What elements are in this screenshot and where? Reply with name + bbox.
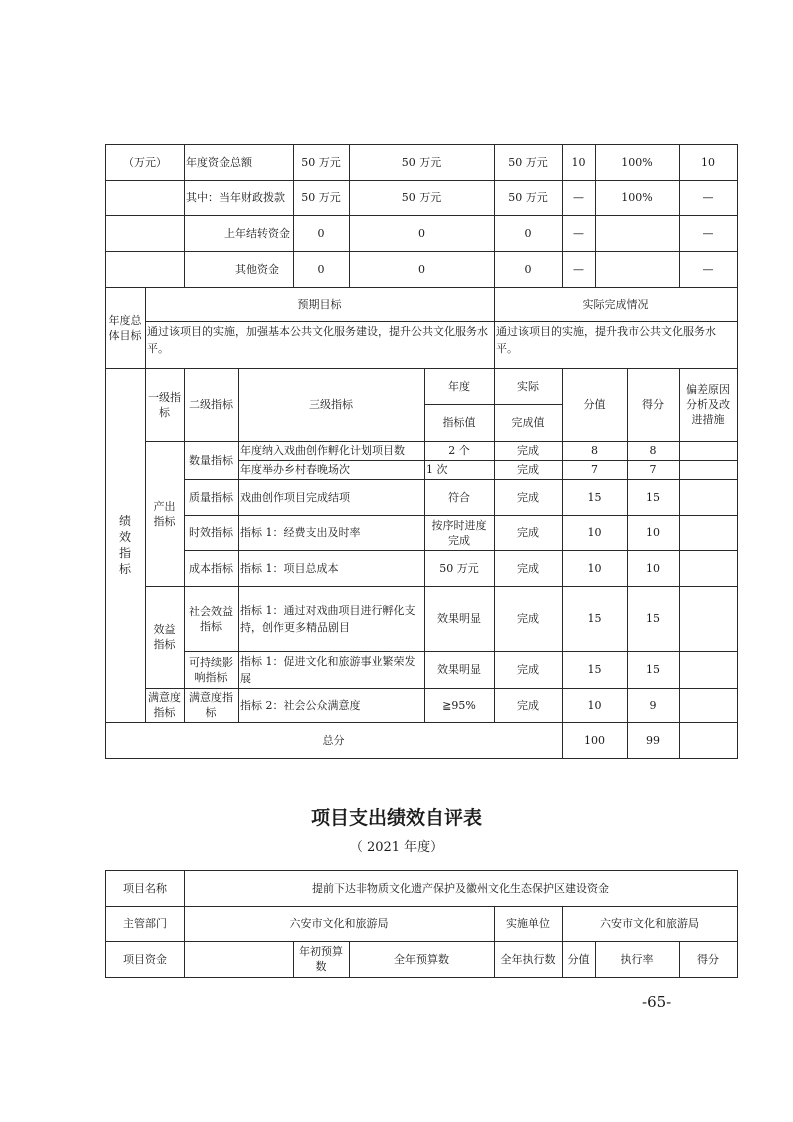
total-label: 总分 xyxy=(322,733,345,747)
funds-initial: 0 xyxy=(317,226,325,240)
indicator-target: 50 万元 xyxy=(439,561,479,575)
header-annual: 年度 xyxy=(448,379,470,393)
funds-row-label: 上年结转资金 xyxy=(224,226,290,240)
header-level2: 二级指标 xyxy=(189,398,233,411)
indicator-target: 按序时进度完成 xyxy=(431,518,487,547)
indicator-name: 戏曲创作项目完成结项 xyxy=(240,490,350,504)
col-budget: 全年预算数 xyxy=(394,952,449,966)
funds-score-value: — xyxy=(573,226,584,240)
funds-initial: 0 xyxy=(317,262,325,276)
col-score: 得分 xyxy=(697,952,719,966)
level2-quantity: 数量指标 xyxy=(189,453,233,467)
funds-budget: 50 万元 xyxy=(401,155,442,169)
expected-goal-text: 通过该项目的实施，加强基本公共文化服务建设，提升公共文化服务水平。 xyxy=(147,325,488,355)
funds-executed: 0 xyxy=(524,226,532,240)
page-subtitle: （ 2021 年度） xyxy=(349,840,444,855)
indicator-target: 1 次 xyxy=(426,463,448,476)
indicator-score: 7 xyxy=(649,463,657,476)
indicator-actual: 完成 xyxy=(517,663,539,676)
header-annual-sub: 指标值 xyxy=(442,416,476,429)
indicator-value: 8 xyxy=(591,444,598,457)
indicator-value: 10 xyxy=(587,526,602,539)
indicator-actual: 完成 xyxy=(517,463,539,476)
indicator-score: 15 xyxy=(646,490,660,504)
indicator-score: 15 xyxy=(646,663,660,676)
total-value: 100 xyxy=(584,733,605,747)
page-title: 项目支出绩效自评表 xyxy=(310,807,482,829)
actual-goal-text: 通过该项目的实施，提升我市公共文化服务水平。 xyxy=(496,325,716,355)
funds-row-label: 年度资金总额 xyxy=(186,155,252,169)
funds-rate: 100% xyxy=(621,155,653,169)
page-number: -65- xyxy=(642,993,672,1011)
indicator-name: 指标 2：社会公众满意度 xyxy=(240,698,361,712)
expected-goal-header: 预期目标 xyxy=(297,297,342,311)
funds-rate: 100% xyxy=(621,191,653,204)
funds-budget: 50 万元 xyxy=(401,191,442,204)
total-score: 99 xyxy=(646,733,660,747)
actual-goal-header: 实际完成情况 xyxy=(582,297,649,311)
col-score-value: 分值 xyxy=(567,952,590,966)
level2-timeliness: 时效指标 xyxy=(189,526,233,539)
funds-score-value: — xyxy=(573,262,584,276)
funds-score: 10 xyxy=(701,155,715,169)
indicator-score: 10 xyxy=(646,526,660,539)
indicator-actual: 完成 xyxy=(517,561,539,575)
indicator-value: 7 xyxy=(591,463,598,476)
indicators-section-label: 绩效指标 xyxy=(118,514,131,576)
indicator-name: 指标 1：项目总成本 xyxy=(240,561,339,575)
impl-label: 实施单位 xyxy=(506,917,550,930)
header-actual-sub: 完成值 xyxy=(511,416,545,429)
impl-value: 六安市文化和旅游局 xyxy=(600,917,699,930)
funds-budget: 0 xyxy=(418,262,425,276)
indicator-value: 10 xyxy=(587,561,602,575)
indicator-actual: 完成 xyxy=(517,444,539,457)
header-actual: 实际 xyxy=(517,379,539,393)
indicator-target: 符合 xyxy=(448,490,470,504)
funds-label: 项目资金 xyxy=(123,952,167,966)
funds-initial: 50 万元 xyxy=(301,191,341,204)
indicator-value: 15 xyxy=(587,612,602,625)
indicator-name: 年度纳入戏曲创作孵化计划项目数 xyxy=(240,444,405,457)
level1-satisfaction: 满意度指标 xyxy=(148,691,181,719)
level2-quality: 质量指标 xyxy=(189,490,233,504)
indicator-target: 效果明显 xyxy=(437,663,481,676)
indicator-value: 15 xyxy=(587,490,602,504)
level2-cost: 成本指标 xyxy=(189,561,233,575)
funds-score-value: 10 xyxy=(571,155,586,169)
funds-row-label: 其中：当年财政拨款 xyxy=(186,191,285,204)
funds-score: — xyxy=(702,262,714,276)
level2-sustainable: 可持续影响指标 xyxy=(189,655,233,684)
header-deviation: 偏差原因分析及改进措施 xyxy=(686,383,730,426)
indicator-score: 9 xyxy=(649,698,657,712)
header-level1: 一级指标 xyxy=(148,390,181,419)
col-rate: 执行率 xyxy=(620,952,654,966)
funds-rate xyxy=(595,251,679,287)
funds-budget: 0 xyxy=(418,226,425,240)
funds-executed: 50 万元 xyxy=(508,155,548,169)
funds-unit-label: （万元） xyxy=(123,155,167,169)
project-name-label: 项目名称 xyxy=(123,881,167,895)
indicator-target: 2 个 xyxy=(448,444,470,457)
indicator-score: 10 xyxy=(646,561,660,575)
indicator-name: 指标 1：促进文化和旅游事业繁荣发展 xyxy=(240,655,416,685)
funds-executed: 0 xyxy=(524,262,532,276)
indicator-target: 效果明显 xyxy=(437,612,481,625)
indicator-actual: 完成 xyxy=(517,612,539,625)
level2-social: 社会效益指标 xyxy=(189,604,233,633)
indicator-actual: 完成 xyxy=(517,490,539,504)
indicator-score: 15 xyxy=(646,612,660,625)
indicator-name: 指标 1：通过对戏曲项目进行孵化支持，创作更多精品剧目 xyxy=(240,604,416,634)
indicator-value: 10 xyxy=(587,698,602,712)
indicator-actual: 完成 xyxy=(517,526,539,539)
funds-score: — xyxy=(702,226,714,240)
col-executed: 全年执行数 xyxy=(500,952,556,966)
header-score: 得分 xyxy=(642,398,664,411)
funds-initial: 50 万元 xyxy=(301,155,341,169)
header-score-value: 分值 xyxy=(583,398,606,411)
project-name: 提前下达非物质文化遗产保护及徽州文化生态保护区建设资金 xyxy=(312,881,609,895)
indicator-value: 15 xyxy=(587,663,602,676)
funds-executed: 50 万元 xyxy=(508,191,548,204)
indicator-name: 指标 1：经费支出及时率 xyxy=(240,526,361,539)
header-level3: 三级指标 xyxy=(309,398,353,411)
dept-label: 主管部门 xyxy=(123,917,167,930)
funds-row-label: 其他资金 xyxy=(235,262,279,276)
dept-value: 六安市文化和旅游局 xyxy=(289,917,389,930)
annual-goal-label: 年度总体目标 xyxy=(108,313,142,342)
funds-score: — xyxy=(702,191,714,204)
col-initial: 年初预算数 xyxy=(299,945,343,973)
funds-score-value: — xyxy=(573,191,584,204)
indicator-actual: 完成 xyxy=(517,698,539,712)
indicator-score: 8 xyxy=(649,444,657,457)
indicator-target: ≧95% xyxy=(442,698,476,712)
funds-rate xyxy=(595,215,679,251)
level2-satisfaction: 满意度指标 xyxy=(189,691,233,719)
level1-effect: 效益指标 xyxy=(153,623,176,651)
level1-output: 产出指标 xyxy=(153,499,176,528)
indicator-name: 年度举办乡村春晚场次 xyxy=(240,463,350,476)
